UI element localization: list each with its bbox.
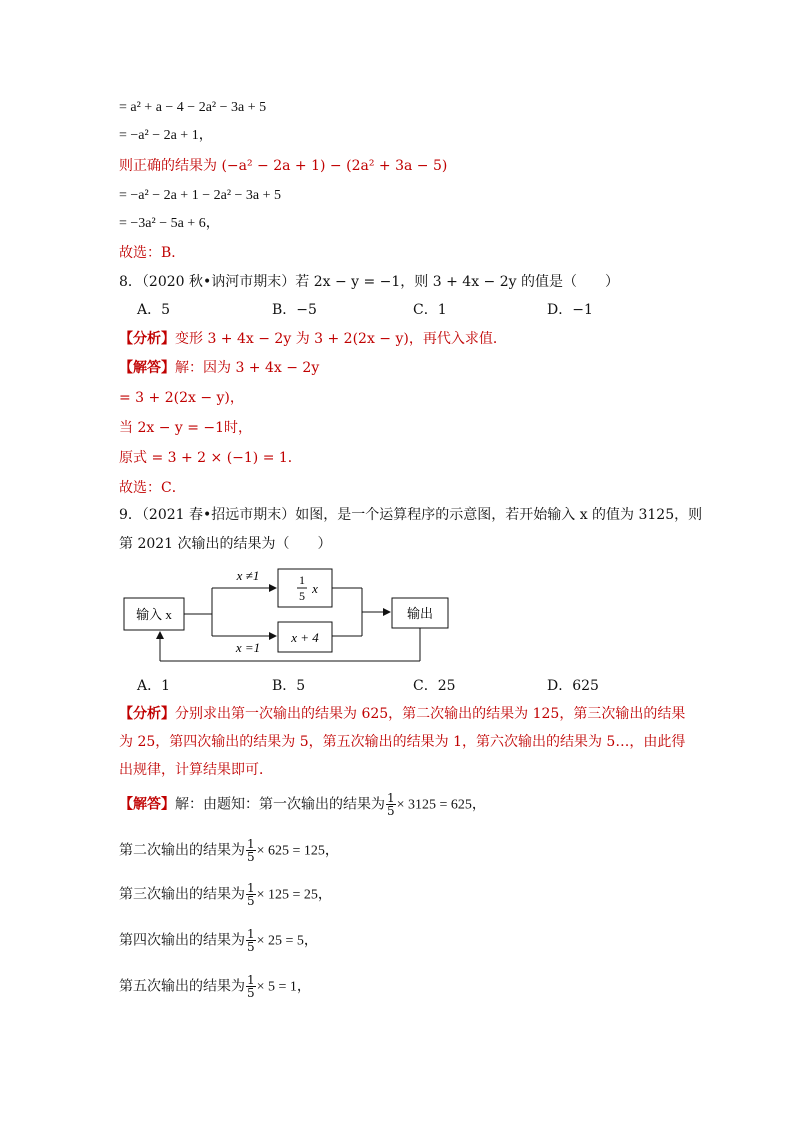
step-prefix: 第三次输出的结果为 <box>119 886 245 903</box>
q9-option-a: A．1 <box>137 678 171 694</box>
q9-stem-1: 9．（2021 春•招远市期末）如图，是一个运算程序的示意图，若开始输入 x 的值为 3125，则 <box>119 507 703 523</box>
q9-answer-step-2 <box>119 838 339 863</box>
step-result: × 125 = 25， <box>256 887 332 903</box>
step-prefix: 第五次输出的结果为 <box>119 978 245 995</box>
step-result: × 25 = 5， <box>256 933 318 949</box>
calc-line-1: = a² + a − 4 − 2a² − 3a + 5 <box>119 100 267 115</box>
q8-option-c: C．1 <box>413 302 447 318</box>
q8-answer-line-2: = 3 + 2(2x − y)， <box>119 390 244 406</box>
correct-result-line: 则正确的结果为 (−a² − 2a + 1) − (2a² + 3a − 5) <box>119 158 448 174</box>
upper-box-numerator: 1 <box>299 573 305 587</box>
q8-answer-line-1 <box>119 358 319 378</box>
fraction: $\frac{1}{5}$ <box>247 927 255 954</box>
q9-option-b: B．5 <box>272 678 306 694</box>
flowchart <box>118 560 458 670</box>
q9-answer-step-5 <box>119 974 311 999</box>
q8-stem: 8．（2020 秋•讷河市期末）若 2x − y = −1，则 3 + 4x − 2y 的值是（ ） <box>119 274 619 290</box>
q9-answer-step-1 <box>119 792 486 817</box>
fraction: $\frac{1}{5}$ <box>247 881 255 908</box>
q8-option-d: D．−1 <box>547 302 593 318</box>
q8-answer-line-3: 当 2x − y = −1时， <box>119 420 253 436</box>
q9-analysis-3: 出规律，计算结果即可． <box>119 762 273 778</box>
calc-line-3: = −a² − 2a + 1 − 2a² − 3a + 5 <box>119 188 282 203</box>
analysis-tag: 【分析】 <box>119 331 175 347</box>
q8-option-a: A．5 <box>137 302 171 318</box>
step-prefix: 第四次输出的结果为 <box>119 932 245 949</box>
upper-box-denominator: 5 <box>299 589 305 603</box>
analysis-tag: 【分析】 <box>119 706 175 722</box>
answer-text: 解：由题知：第一次输出的结果为 <box>175 796 385 813</box>
q9-analysis-1 <box>119 704 685 724</box>
q8-analysis <box>119 329 507 349</box>
step-result: × 5 = 1， <box>256 979 311 995</box>
q9-stem-2: 第 2021 次输出的结果为（ ） <box>119 536 332 552</box>
fraction: $\frac{1}{5}$ <box>387 791 395 818</box>
step-result: × 3125 = 625， <box>396 797 486 813</box>
lower-condition: x =1 <box>235 640 261 655</box>
q8-answer-line-5: 故选：C． <box>119 480 186 496</box>
q9-analysis-2: 为 25，第四次输出的结果为 5，第五次输出的结果为 1，第六次输出的结果为 5…，由此得 <box>119 734 686 750</box>
output-box-label: 输出 <box>406 606 434 621</box>
upper-box-variable: x <box>312 581 318 596</box>
input-box-label: 输入 x <box>136 607 172 622</box>
answer-tag: 【解答】 <box>119 360 175 376</box>
analysis-text: 分别求出第一次输出的结果为 625，第二次输出的结果为 125，第三次输出的结果 <box>175 706 686 722</box>
q9-option-c: C．25 <box>413 678 456 694</box>
step-prefix: 第二次输出的结果为 <box>119 842 245 859</box>
q8-option-b: B．−5 <box>272 302 317 318</box>
fraction: $\frac{1}{5}$ <box>247 973 255 1000</box>
lower-box-label: x + 4 <box>291 630 319 645</box>
q9-answer-step-4 <box>119 928 318 953</box>
choice-line-7: 故选：B． <box>119 245 186 261</box>
analysis-text: 变形 3 + 4x − 2y 为 3 + 2(2x − y)，再代入求值． <box>175 331 507 347</box>
q9-option-d: D．625 <box>547 678 599 694</box>
step-result: × 625 = 125， <box>256 843 339 859</box>
answer-tag: 【解答】 <box>119 796 175 813</box>
upper-condition: x ≠1 <box>236 568 260 583</box>
fraction: $\frac{1}{5}$ <box>247 837 255 864</box>
calc-line-4: = −3a² − 5a + 6， <box>119 216 220 231</box>
answer-text: 解：因为 3 + 4x − 2y <box>175 360 320 376</box>
q9-answer-step-3 <box>119 882 332 907</box>
calc-line-2: = −a² − 2a + 1， <box>119 128 213 143</box>
q8-answer-line-4: 原式 = 3 + 2 × (−1) = 1． <box>119 450 302 466</box>
